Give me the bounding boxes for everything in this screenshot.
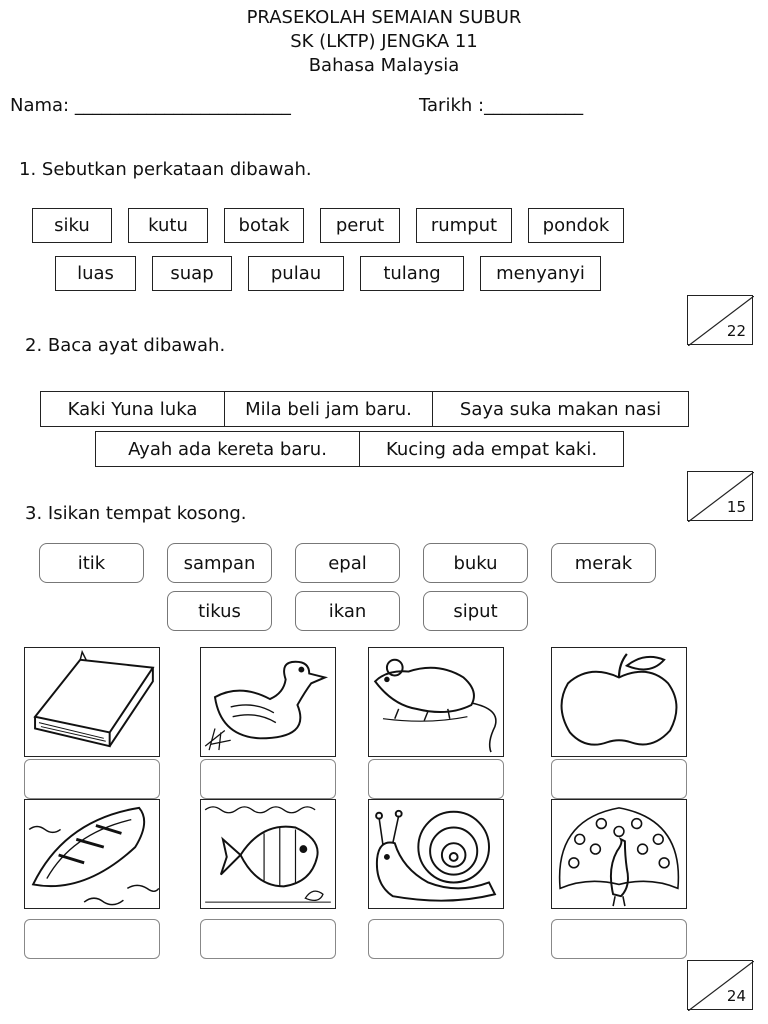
fish-icon (201, 800, 335, 908)
book-picture (24, 647, 160, 757)
snail-picture (368, 799, 504, 909)
date-field[interactable]: Tarikh :___________ (419, 95, 584, 116)
school-name: PRASEKOLAH SEMAIAN SUBUR (246, 7, 522, 28)
word-card: pulau (248, 256, 344, 291)
sentence-cell: Ayah ada kereta baru. (96, 432, 360, 466)
subject-title: Bahasa Malaysia (308, 55, 460, 76)
peacock-picture (551, 799, 687, 909)
word-card: rumput (416, 208, 512, 243)
score-box-section1 (687, 295, 753, 345)
duck-picture (200, 647, 336, 757)
score-box-section2 (687, 471, 753, 521)
word-option: merak (551, 543, 656, 583)
name-field[interactable]: Nama: ________________________ (10, 95, 291, 116)
book-icon (25, 648, 159, 756)
peacock-icon (552, 800, 686, 908)
word-option: ikan (295, 591, 400, 631)
score-box-section3 (687, 960, 753, 1010)
word-card: pondok (528, 208, 624, 243)
word-option: buku (423, 543, 528, 583)
word-card: suap (152, 256, 232, 291)
answer-box[interactable] (200, 759, 336, 799)
word-card: perut (320, 208, 400, 243)
section3-title: 3. Isikan tempat kosong. (25, 503, 247, 524)
fish-picture (200, 799, 336, 909)
word-card: kutu (128, 208, 208, 243)
word-card: siku (32, 208, 112, 243)
sentence-cell: Kucing ada empat kaki. (385, 438, 598, 460)
school-code: SK (LKTP) JENGKA 11 (290, 31, 478, 52)
word-card: botak (224, 208, 304, 243)
score-total: 15 (726, 498, 746, 516)
section1-title: 1. Sebutkan perkataan dibawah. (19, 159, 312, 180)
answer-box[interactable] (24, 759, 160, 799)
answer-box[interactable] (200, 919, 336, 959)
score-total: 24 (726, 987, 746, 1005)
sentence-cell: Saya suka makan nasi (459, 398, 662, 420)
sentence-cell: Kaki Yuna luka (41, 392, 225, 426)
word-option: epal (295, 543, 400, 583)
snail-icon (369, 800, 503, 908)
worksheet-header (0, 6, 768, 78)
word-card: menyanyi (480, 256, 601, 291)
apple-icon (552, 648, 686, 756)
score-total: 22 (726, 322, 746, 340)
word-option: itik (39, 543, 144, 583)
answer-box[interactable] (551, 919, 687, 959)
sentence-row-1 (40, 391, 689, 427)
word-option: siput (423, 591, 528, 631)
sentence-row-2 (95, 431, 624, 467)
word-card: luas (55, 256, 136, 291)
duck-icon (201, 648, 335, 756)
word-card: tulang (360, 256, 464, 291)
answer-box[interactable] (368, 919, 504, 959)
answer-box[interactable] (24, 919, 160, 959)
section2-title: 2. Baca ayat dibawah. (25, 335, 226, 356)
apple-picture (551, 647, 687, 757)
word-option: tikus (167, 591, 272, 631)
sentence-cell: Mila beli jam baru. (225, 392, 433, 426)
boat-icon (25, 800, 159, 908)
word-option: sampan (167, 543, 272, 583)
answer-box[interactable] (551, 759, 687, 799)
boat-picture (24, 799, 160, 909)
answer-box[interactable] (368, 759, 504, 799)
mouse-picture (368, 647, 504, 757)
mouse-icon (369, 648, 503, 756)
